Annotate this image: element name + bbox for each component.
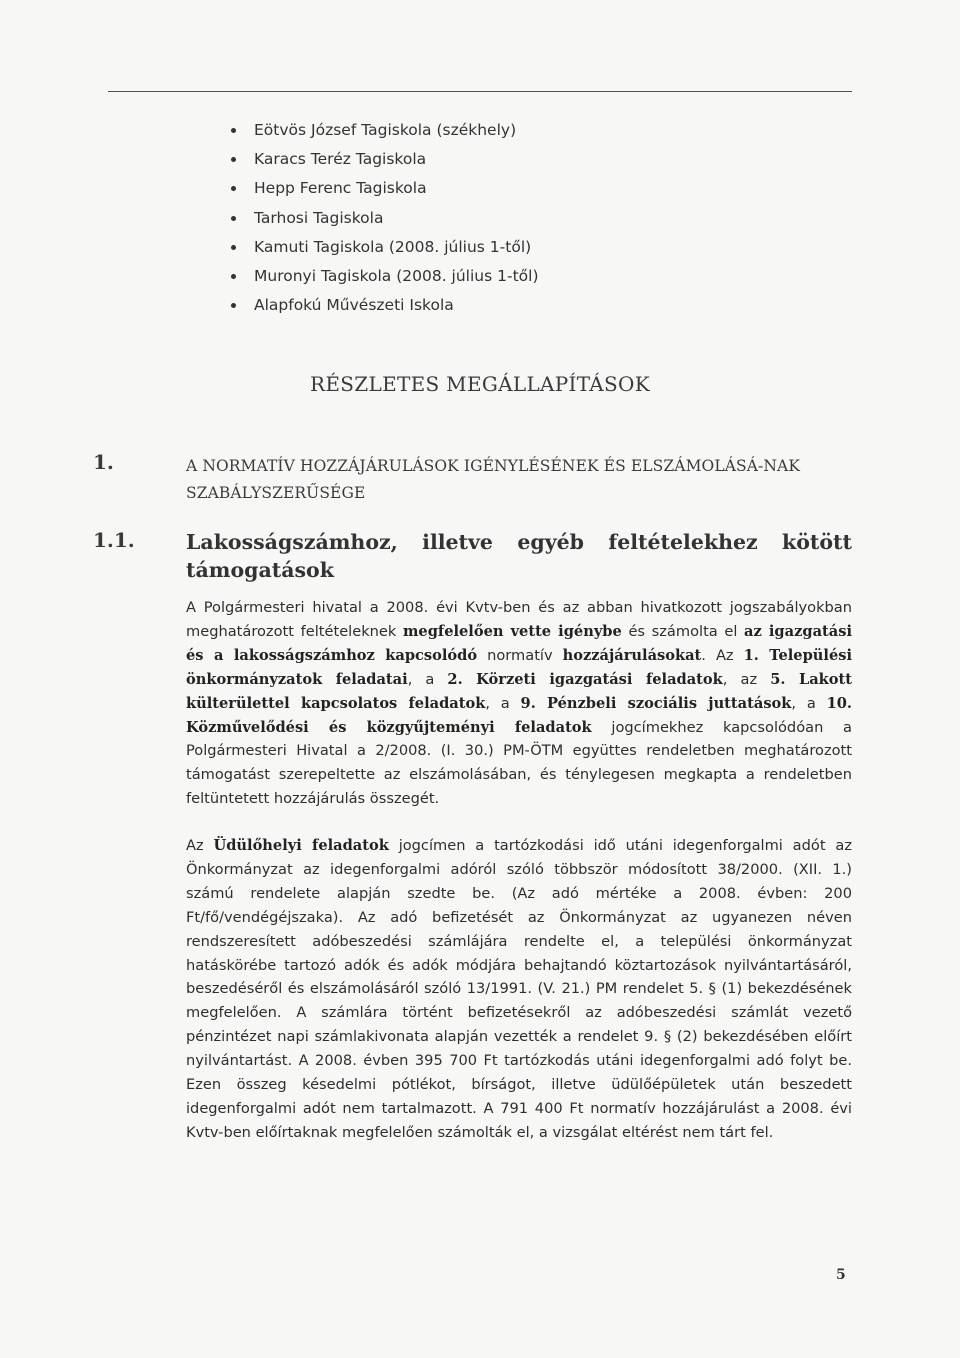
bold-run: az igazgatási és a lakosságszámhoz kapcsolódó: [186, 622, 852, 664]
bold-run: 5. Lakott külterülettel kapcsolatos feladatok: [186, 670, 852, 712]
text-run: , a: [407, 670, 448, 688]
text-run: , az: [722, 670, 771, 688]
text-run: A Polgármesteri hivatal a 2008. évi Kvtv-ben és az abban hivatkozott jogszabályokban meghatározott feltételeknek: [186, 599, 852, 640]
paragraph-tourism-tax: [186, 834, 852, 1145]
bold-run: 9. Pénzbeli szociális juttatások: [520, 694, 792, 712]
list-item: Muronyi Tagiskola (2008. július 1-től): [226, 262, 539, 291]
list-item: Hepp Ferenc Tagiskola: [226, 174, 539, 203]
section-number: 1.: [93, 450, 114, 474]
list-item: Tarhosi Tagiskola: [226, 204, 539, 233]
list-item: Kamuti Tagiskola (2008. július 1-től): [226, 233, 539, 262]
list-item: Alapfokú Művészeti Iskola: [226, 291, 539, 320]
section-title: A NORMATÍV HOZZÁJÁRULÁSOK IGÉNYLÉSÉNEK ÉS ELSZÁMOLÁSÁ-NAK SZABÁLYSZERŰSÉGE: [186, 457, 801, 502]
text-run: Az: [186, 837, 214, 854]
text-run: jogcímekhez kapcsolódóan a Polgármesteri Hivatal a 2/2008. (I. 30.) PM-ÖTM együttes rendeletben meghatározott támogatást szerepeltette az elszámolásában, és ténylegesen megkapta a rendeletben feltüntetett hozzájárulás összegét.: [186, 718, 852, 808]
bold-run: hozzájárulásokat: [562, 646, 702, 664]
text-run: normatív: [477, 646, 563, 664]
subsection-title: Lakosságszámhoz, illetve egyéb feltételekhez kötött támogatások: [186, 530, 852, 582]
bold-run: megfelelően vette igénybe: [402, 622, 622, 640]
bold-run: 10. Közművelődési és közgyűjteményi feladatok: [186, 694, 852, 736]
header-rule: [108, 91, 852, 92]
text-run: , a: [485, 694, 521, 712]
list-item: Eötvös József Tagiskola (székhely): [226, 116, 539, 145]
paragraph-normative-contributions: [186, 596, 852, 811]
text-run: és számolta el: [621, 622, 745, 640]
bold-run: 1. Települési önkormányzatok feladatai: [186, 646, 852, 688]
text-run: jogcímen a tartózkodási idő utáni idegenforgalmi adót az Önkormányzat az idegenforgalmi adóról szóló többször módosított 38/2000. (XII. 1.) számú rendelete alapján szedte be. (Az adó mértéke a 2008. évben: 200 Ft/fő/vendégéjszaka). Az adó befizetését az Önkormányzat az ugyanezen néven rendszeresített adóbeszedési számlájára rendelte el, a települési önkormányzat hatáskörébe tartozó adók és adók módjára behajtandó köztartozások nyilvántartásáról, beszedéséről és elszámolásáról szóló 13/1991. (V. 21.) PM rendelet 5. § (1) bekezdésének megfelelően. A számlára történt befizetésekről az adóbeszedési számlát vezető pénzintézet napi számlakivonata alapján vezették a rendelet 9. § (2) bekezdésében előírt nyilvántartást. A 2008. évben 395 700 Ft tartózkodás utáni idegenforgalmi adó folyt be. Ezen összeg késedelmi pótlékot, bírságot, illetve üdülőépületek után beszedett idegenforgalmi adót nem tartalmazott. A 791 400 Ft normatív hozzájárulást a 2008. évi Kvtv-ben előírtaknak megfelelően számolták el, a vizsgálat eltérést nem tárt fel.: [186, 837, 852, 1141]
subsection-number: 1.1.: [93, 528, 135, 552]
bold-run: Üdülőhelyi feladatok: [213, 837, 389, 854]
bold-run: 2. Körzeti igazgatási feladatok: [447, 670, 723, 688]
page-title: RÉSZLETES MEGÁLLAPÍTÁSOK: [310, 372, 650, 396]
school-list: [226, 116, 539, 320]
page-number: 5: [836, 1267, 846, 1283]
text-run: . Az: [701, 646, 744, 664]
text-run: , a: [791, 694, 827, 712]
list-item: Karacs Teréz Tagiskola: [226, 145, 539, 174]
